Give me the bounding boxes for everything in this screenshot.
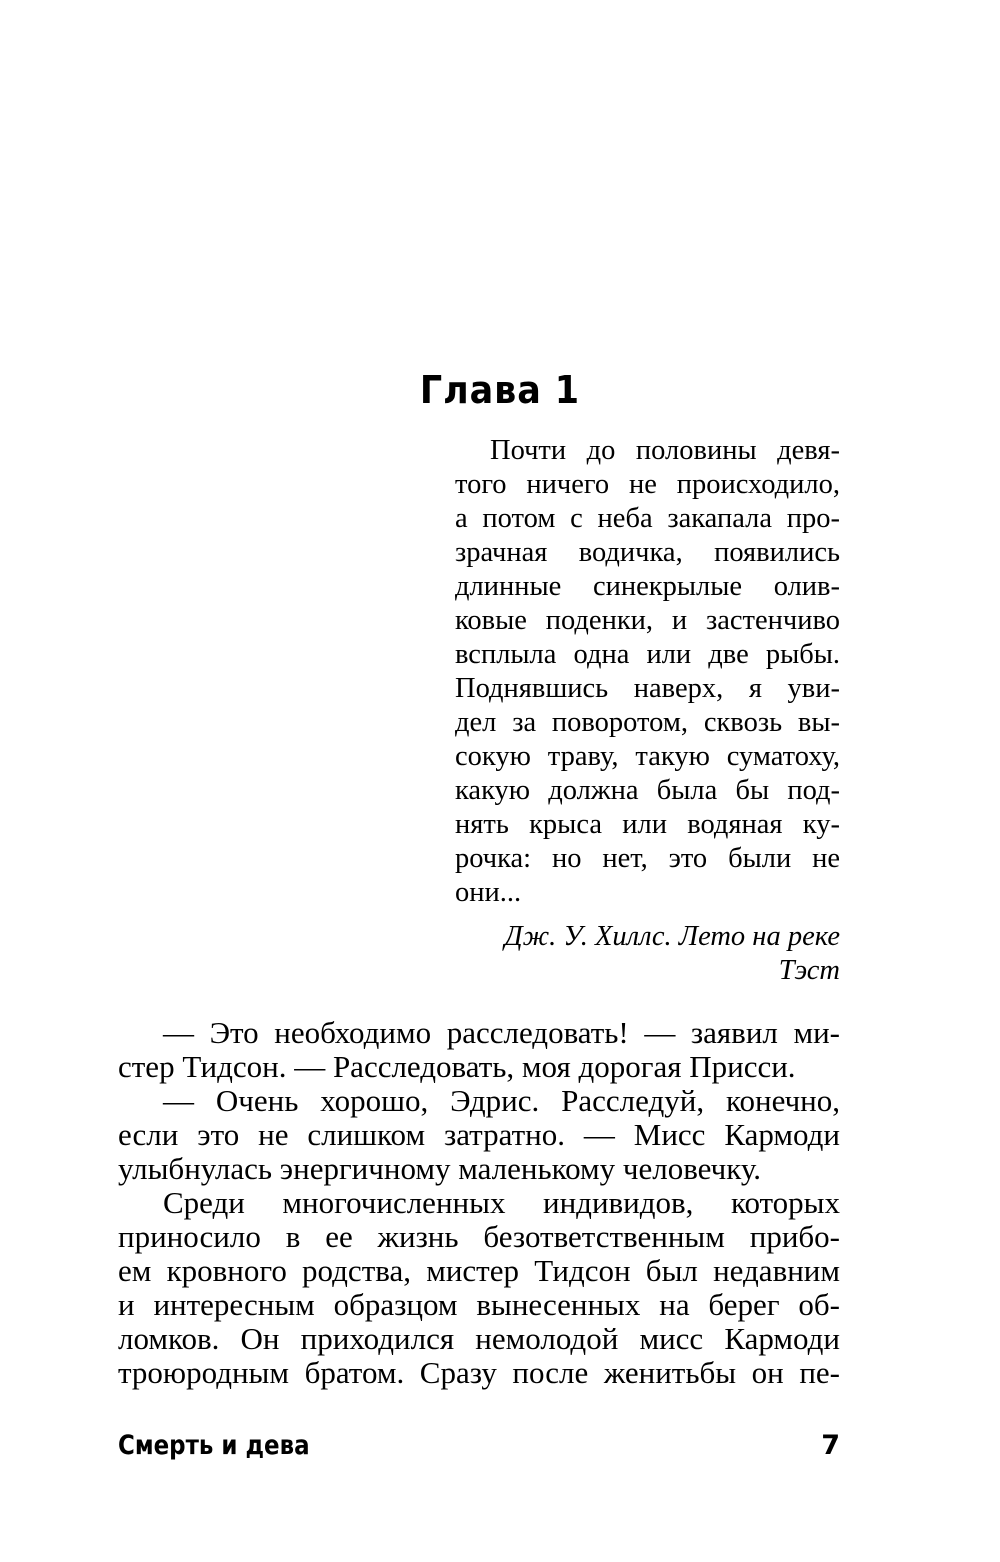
- epigraph-source: [455, 920, 840, 988]
- epigraph-line: сокую траву, такую суматоху,: [455, 741, 840, 772]
- body-text: [118, 1016, 840, 1390]
- epigraph-line: они...: [455, 877, 522, 908]
- body-line: если это не слишком затратно. — Мисс Кармоди: [118, 1117, 840, 1152]
- epigraph-line: ковые поденки, и застенчиво: [455, 605, 840, 636]
- epigraph-source-title: Тэст: [778, 955, 840, 986]
- epigraph-line: Поднявшись наверх, я уви-: [455, 673, 840, 704]
- epigraph-line: нять крыса или водяная ку-: [455, 809, 840, 840]
- page-number: 7: [821, 1430, 840, 1461]
- body-line: ем кровного родства, мистер Тидсон был недавним: [118, 1253, 840, 1288]
- epigraph-line: а потом с неба закапала про-: [455, 503, 840, 534]
- body-line: — Это необходимо расследовать! — заявил ми-: [163, 1015, 840, 1050]
- chapter-title: Глава 1: [419, 368, 581, 412]
- epigraph-line: того ничего не происходило,: [455, 469, 840, 500]
- running-title: Смерть и дева: [118, 1430, 310, 1461]
- body-line: троюродным братом. Сразу после женитьбы он пе-: [118, 1355, 840, 1390]
- epigraph-line: всплыла одна или две рыбы.: [455, 639, 840, 670]
- epigraph-source-author: Дж. У. Хиллс. Лето на реке: [504, 921, 840, 952]
- page-footer: [118, 1426, 840, 1466]
- epigraph-line: дел за поворотом, сквозь вы-: [455, 707, 840, 738]
- epigraph: [455, 434, 840, 988]
- epigraph-line: рочка: но нет, это были не: [455, 843, 840, 874]
- epigraph-line: Почти до половины девя-: [490, 435, 840, 466]
- body-line: стер Тидсон. — Расследовать, моя дорогая Присси.: [118, 1049, 796, 1084]
- epigraph-line: какую должна была бы под-: [455, 775, 840, 806]
- body-line: и интересным образцом вынесенных на берег об-: [118, 1287, 840, 1322]
- body-line: — Очень хорошо, Эдрис. Расследуй, конечно,: [163, 1083, 840, 1118]
- epigraph-line: зрачная водичка, появились: [455, 537, 840, 568]
- body-line: приносило в ее жизнь безответственным прибо-: [118, 1219, 840, 1254]
- body-line: ломков. Он приходился немолодой мисс Кармоди: [118, 1321, 840, 1356]
- body-line: улыбнулась энергичному маленькому человечку.: [118, 1151, 762, 1186]
- epigraph-line: длинные синекрылые олив-: [455, 571, 840, 602]
- body-line: Среди многочисленных индивидов, которых: [163, 1185, 840, 1220]
